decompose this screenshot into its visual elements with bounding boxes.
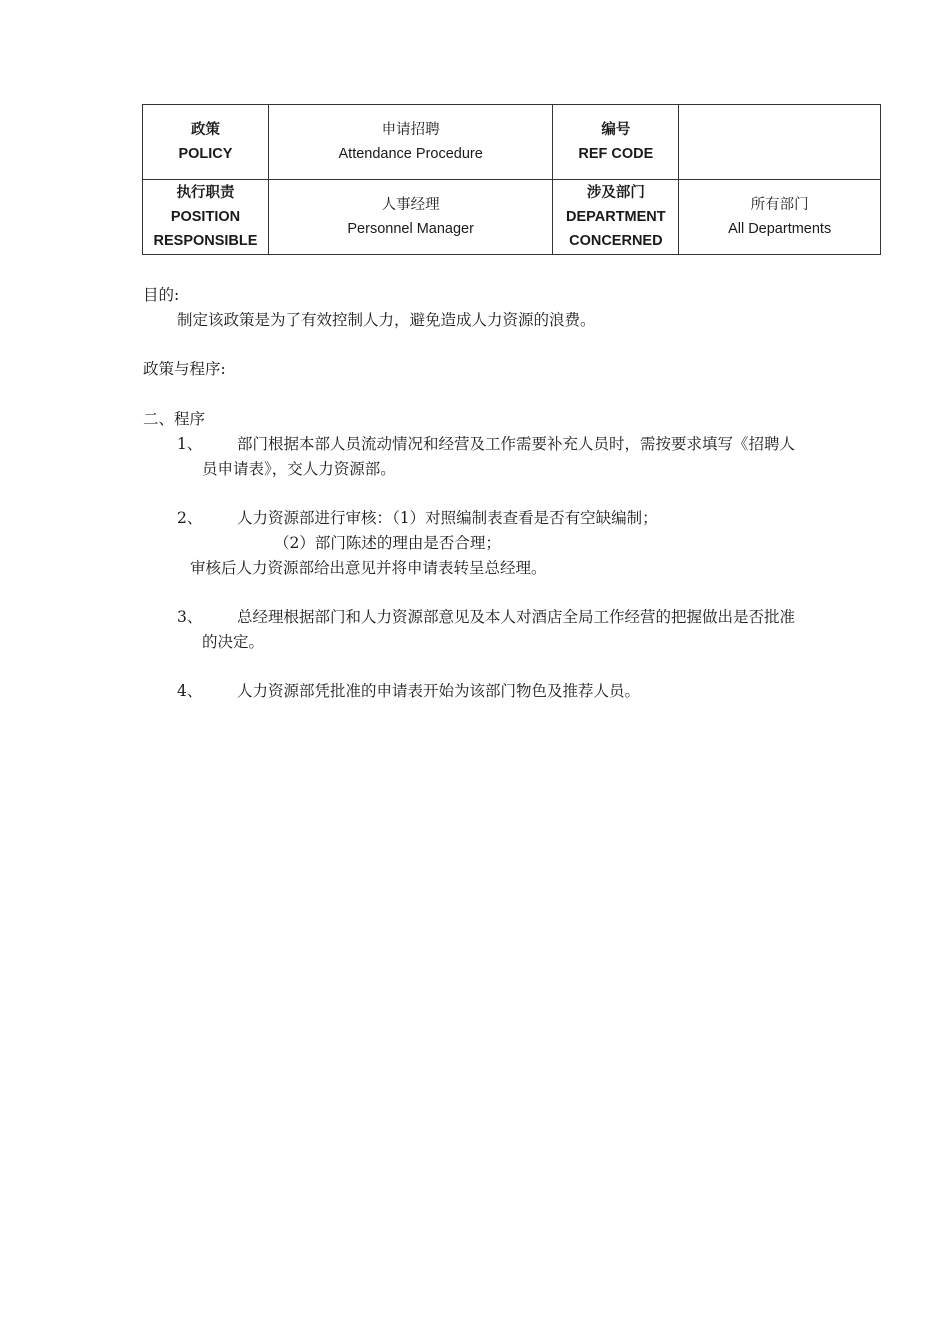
- position-value-en: Personnel Manager: [347, 221, 474, 237]
- policy-heading: 政策与程序:: [143, 360, 226, 378]
- position-label-cn: 执行职责: [176, 185, 235, 201]
- position-label-en1: POSITION: [170, 209, 241, 225]
- position-value-cell: [268, 180, 552, 255]
- header-row-policy: [143, 105, 881, 180]
- dept-value-en: All Departments: [728, 221, 832, 237]
- header-row-position: [143, 180, 881, 255]
- item-1-line1: 部门根据本部人员流动情况和经营及工作需要补充人员时，需按要求填写《招聘人: [237, 435, 796, 453]
- purpose-heading: 目的:: [143, 286, 180, 304]
- item-4-line1: 人力资源部凭批准的申请表开始为该部门物色及推荐人员。: [237, 682, 641, 700]
- item-3-number: 3、: [177, 608, 203, 626]
- position-label-en2: RESPONSIBLE: [153, 233, 258, 249]
- item-3-line1: 总经理根据部门和人力资源部意见及本人对酒店全局工作经营的把握做出是否批准: [237, 608, 796, 626]
- item-4-number: 4、: [177, 682, 203, 700]
- purpose-text: 制定该政策是为了有效控制人力，避免造成人力资源的浪费。: [177, 311, 596, 329]
- position-label-cell: [143, 180, 269, 255]
- dept-label-en1: DEPARTMENT: [566, 209, 666, 225]
- ref-label-cn: 编号: [601, 122, 631, 138]
- dept-value-cell: [679, 180, 881, 255]
- item-3-line2: 的决定。: [202, 633, 265, 651]
- policy-header-table: [142, 104, 881, 255]
- policy-value-cell: [268, 105, 552, 180]
- dept-label-en2: CONCERNED: [569, 233, 663, 249]
- dept-value-cn: 所有部门: [750, 197, 809, 213]
- policy-value-cn: 申请招聘: [381, 122, 440, 138]
- item-1-line2: 员申请表》，交人力资源部。: [202, 460, 396, 478]
- item-2-line2: （2）部门陈述的理由是否合理；: [274, 534, 501, 552]
- item-2-line1: 人力资源部进行审核：（1）对照编制表查看是否有空缺编制；: [237, 509, 658, 527]
- section-heading: 二、程序: [143, 410, 206, 428]
- policy-label-en: POLICY: [178, 146, 233, 162]
- policy-value-en: Attendance Procedure: [338, 146, 483, 162]
- ref-label-en: REF CODE: [578, 146, 654, 162]
- dept-label-cell: [553, 180, 679, 255]
- position-value-cn: 人事经理: [381, 197, 440, 213]
- policy-label-cell: [143, 105, 269, 180]
- ref-label-cell: [553, 105, 679, 180]
- item-1-number: 1、: [177, 435, 203, 453]
- policy-label-cn: 政策: [190, 122, 220, 138]
- dept-label-cn: 涉及部门: [586, 185, 645, 201]
- ref-value-cell: [679, 105, 881, 180]
- item-2-number: 2、: [177, 509, 203, 527]
- item-2-line3: 审核后人力资源部给出意见并将申请表转呈总经理。: [190, 559, 547, 577]
